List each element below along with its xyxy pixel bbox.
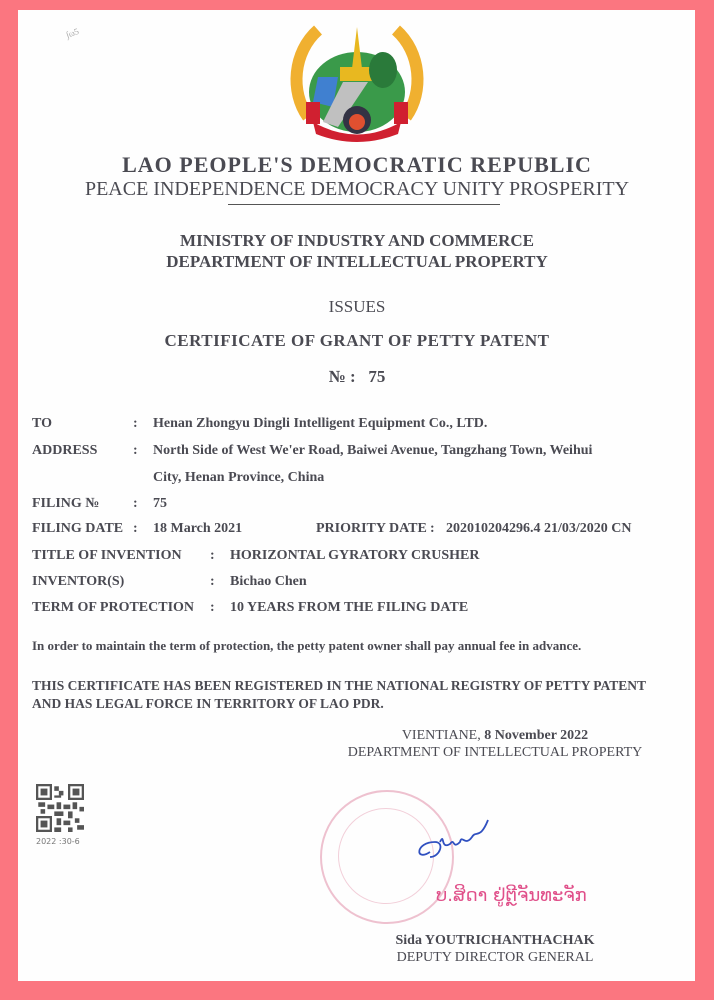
department-name: DEPARTMENT OF INTELLECTUAL PROPERTY — [166, 252, 548, 271]
issue-date: 8 November 2022 — [484, 728, 589, 743]
number-value: 75 — [368, 367, 386, 386]
filing-no-sep: : — [133, 496, 138, 511]
national-motto: PEACE INDEPENDENCE DEMOCRACY UNITY PROSPERITY — [84, 178, 630, 200]
divider — [228, 204, 500, 205]
number-label: № : — [328, 367, 356, 386]
qr-code-icon[interactable] — [36, 784, 84, 832]
term-sep: : — [210, 600, 215, 615]
priority-date-label: PRIORITY DATE — [316, 521, 427, 536]
filing-no-value: 75 — [153, 496, 167, 511]
address-sep: : — [133, 443, 138, 458]
title-of-invention-value: HORIZONTAL GYRATORY CRUSHER — [230, 548, 480, 563]
registration-line-1: THIS CERTIFICATE HAS BEEN REGISTERED IN THE NATIONAL REGISTRY OF PETTY PATENT — [32, 678, 647, 693]
inventors-label: INVENTOR(S) — [32, 574, 125, 589]
handwritten-mark: ∫ω5 — [64, 26, 81, 40]
title-of-invention-sep: : — [210, 548, 215, 563]
priority-date-value: 202010204296.4 21/03/2020 CN — [446, 521, 632, 536]
term-value: 10 YEARS FROM THE FILING DATE — [230, 600, 469, 615]
registration-line-2: AND HAS LEGAL FORCE IN TERRITORY OF LAO PDR. — [32, 696, 384, 711]
country-name: LAO PEOPLE'S DEMOCRATIC REPUBLIC — [122, 152, 592, 177]
lao-signatory-name: ບ.ສິດາ ຢູ່ຕຼີຈັນທະຈັກ — [436, 885, 587, 906]
filing-date-value: 18 March 2021 — [153, 521, 243, 536]
address-label: ADDRESS — [32, 443, 98, 458]
to-label: TO — [32, 416, 52, 431]
issue-place: VIENTIANE, — [401, 728, 481, 743]
signature-icon — [410, 812, 510, 872]
signatory-name: Sida YOUTRICHANTHACHAK — [395, 933, 595, 948]
filing-date-sep: : — [133, 521, 138, 536]
address-value-line1: North Side of West We'er Road, Baiwei Avenue, Tangzhang Town, Weihui — [153, 443, 593, 458]
certificate-title: CERTIFICATE OF GRANT OF PETTY PATENT — [164, 331, 550, 350]
qr-caption: 2022 :30-6 — [36, 837, 80, 846]
inventors-value: Bichao Chen — [230, 574, 307, 589]
lao-national-emblem-icon — [288, 22, 426, 144]
fee-notice: In order to maintain the term of protection, the petty patent owner shall pay annual fee in advance. — [32, 638, 582, 653]
certificate-number — [0, 367, 714, 387]
ministry-name: MINISTRY OF INDUSTRY AND COMMERCE — [180, 231, 534, 250]
filing-no-label: FILING № — [32, 496, 100, 511]
issues-label: ISSUES — [328, 297, 386, 316]
title-of-invention-label: TITLE OF INVENTION — [32, 548, 182, 563]
filing-date-label: FILING DATE — [32, 521, 124, 536]
issue-place-date — [300, 728, 690, 744]
address-value-line2: City, Henan Province, China — [153, 470, 325, 485]
term-label: TERM OF PROTECTION — [32, 600, 195, 615]
signature-department: DEPARTMENT OF INTELLECTUAL PROPERTY — [347, 745, 643, 760]
to-sep: : — [133, 416, 138, 431]
priority-date-sep: : — [430, 521, 435, 536]
signatory-title: DEPUTY DIRECTOR GENERAL — [396, 950, 594, 965]
to-value: Henan Zhongyu Dingli Intelligent Equipment Co., LTD. — [153, 416, 488, 431]
inventors-sep: : — [210, 574, 215, 589]
